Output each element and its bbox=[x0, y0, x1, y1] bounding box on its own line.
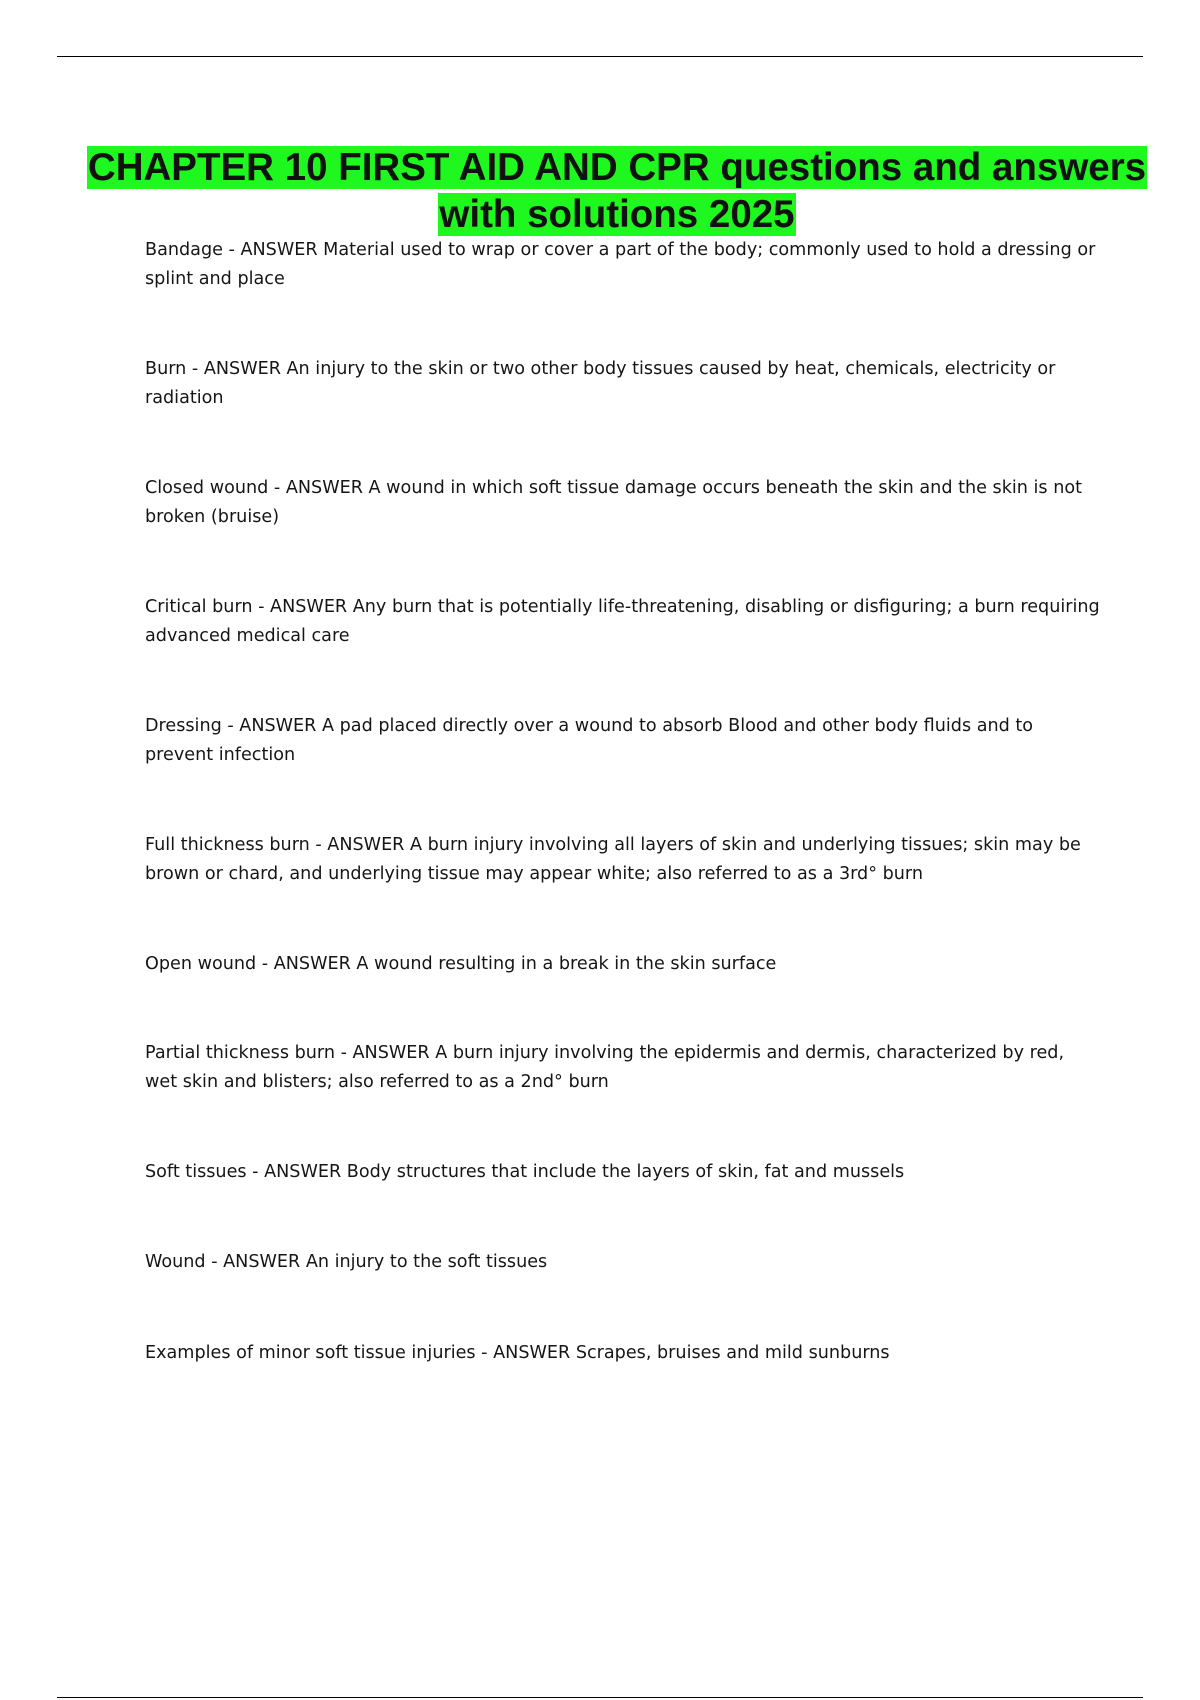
qa-entry-soft-tissues: Soft tissues - ANSWER Body structures that include the layers of skin, fat and mussels bbox=[145, 1162, 905, 1182]
qa-entry-critical-burn: Critical burn - ANSWER Any burn that is potentially life-threatening, disabling or disfiguring; a burn requiring advanced medical care bbox=[145, 597, 1100, 646]
bottom-rule bbox=[57, 1697, 1143, 1698]
qa-entry-bandage: Bandage - ANSWER Material used to wrap or cover a part of the body; commonly used to hold a dressing or splint and place bbox=[145, 240, 1096, 289]
qa-entry-open-wound: Open wound - ANSWER A wound resulting in a break in the skin surface bbox=[145, 954, 777, 974]
document-title bbox=[60, 144, 1174, 238]
qa-entry-minor-soft-tissue-injuries: Examples of minor soft tissue injuries - ANSWER Scrapes, bruises and mild sunburns bbox=[145, 1343, 890, 1363]
qa-entry-wound: Wound - ANSWER An injury to the soft tissues bbox=[145, 1252, 548, 1272]
qa-entry-full-thickness-burn: Full thickness burn - ANSWER A burn injury involving all layers of skin and underlying tissues; skin may be brown or chard, and underlying tissue may appear white; also referred to as a 3rd° burn bbox=[145, 835, 1081, 884]
qa-entry-burn: Burn - ANSWER An injury to the skin or two other body tissues caused by heat, chemicals, electricity or radiation bbox=[145, 359, 1056, 408]
qa-entry-closed-wound: Closed wound - ANSWER A wound in which soft tissue damage occurs beneath the skin and the skin is not broken (bruise) bbox=[145, 478, 1083, 527]
top-rule bbox=[57, 56, 1143, 57]
qa-entry-partial-thickness-burn: Partial thickness burn - ANSWER A burn injury involving the epidermis and dermis, characterized by red, wet skin and blisters; also referred to as a 2nd° burn bbox=[145, 1043, 1065, 1092]
document-title-text: CHAPTER 10 FIRST AID AND CPR questions and answers with solutions 2025 bbox=[87, 146, 1147, 236]
qa-entry-dressing: Dressing - ANSWER A pad placed directly over a wound to absorb Blood and other body fluids and to prevent infection bbox=[145, 716, 1034, 765]
